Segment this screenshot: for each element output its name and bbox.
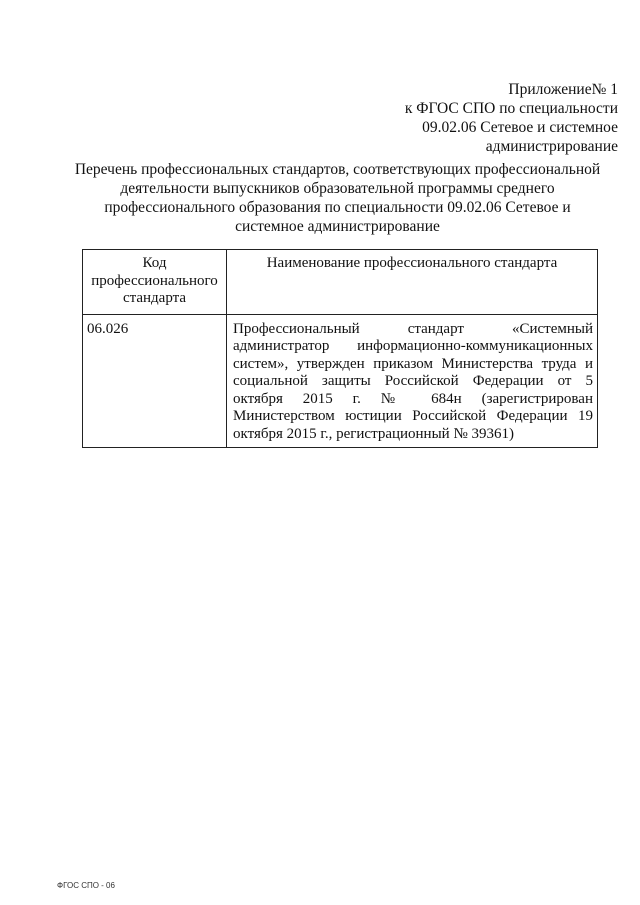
document-title: Перечень профессиональных стандартов, соответствующих профессиональной деятельности выпускников образовательной программы среднего профессионального образования по специальности 09.02.06 Сетевое и системное администрирование	[74, 161, 601, 235]
appendix-line: 09.02.06 Сетевое и системное	[422, 119, 618, 136]
table-row	[83, 314, 598, 448]
standard-code: 06.026	[83, 314, 227, 448]
appendix-line: администрирование	[485, 138, 618, 155]
standard-name: Профессиональный стандарт «Системный администратор информационно-коммуникационных систем», утвержден приказом Министерства труда и социальной защиты Российской Федерации от 5 октября 2015 г. № 684н (зарегистрирован Министерством юстиции Российской Федерации 19 октября 2015 г., регистрационный № 39361)	[227, 314, 598, 448]
header-name: Наименование профессионального стандарта	[227, 250, 598, 315]
appendix-line: Приложение№ 1	[508, 81, 618, 98]
standards-table	[82, 249, 598, 448]
appendix-line: к ФГОС СПО по специальности	[404, 100, 618, 117]
header-code: Код профессионального стандарта	[83, 250, 227, 315]
table-header-row	[83, 250, 598, 315]
appendix-header	[318, 80, 618, 156]
page-footer: ФГОС СПО - 06	[57, 881, 115, 890]
